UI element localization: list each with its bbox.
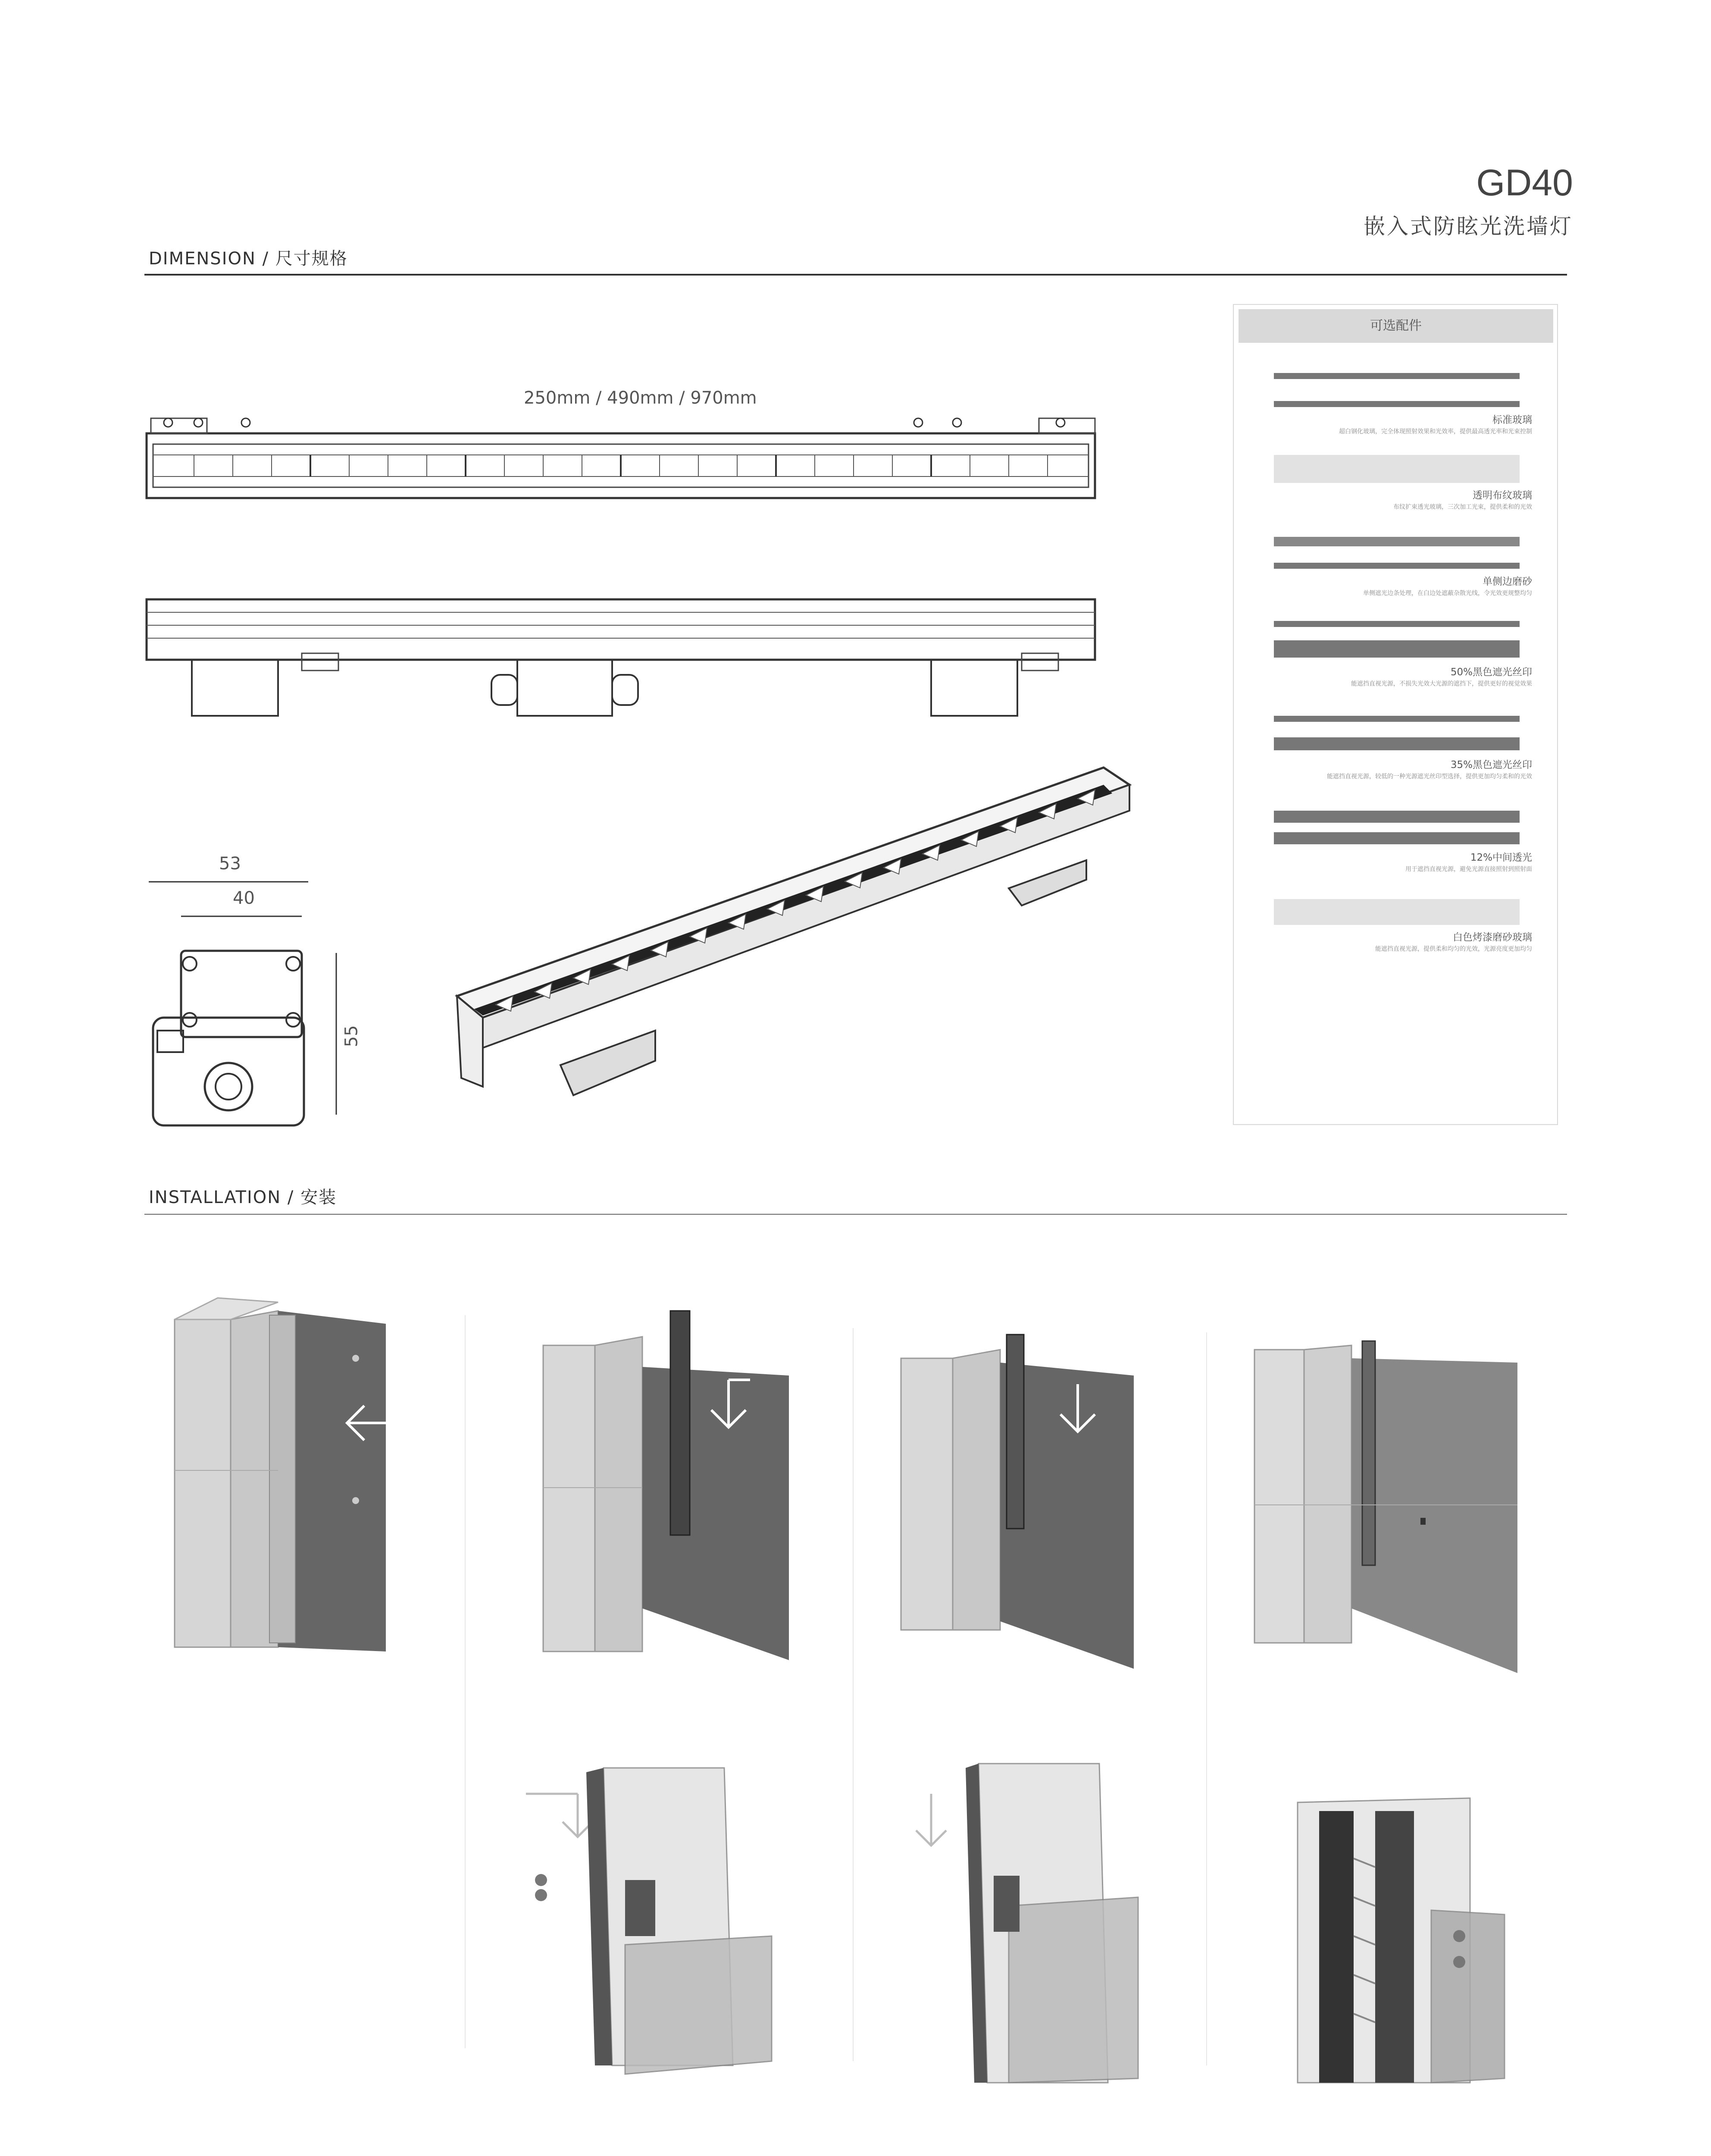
top-view-drawing: [142, 412, 1108, 522]
sample-standard-glass-top: [1274, 373, 1520, 379]
length-label: 250mm / 490mm / 970mm: [524, 388, 757, 408]
step4-detail-illustration: [1289, 1785, 1565, 2087]
accessory-name: 白色烤漆磨砂玻璃: [1453, 932, 1532, 943]
step3-detail-illustration: [914, 1729, 1173, 2087]
height-label: 55: [341, 1025, 362, 1047]
accessory-desc: 能遮挡直视光源，提供柔和均匀的光效，光源亮度更加均匀: [1375, 946, 1532, 953]
step-divider: [465, 1315, 466, 2048]
sample-standard-glass-bottom: [1274, 401, 1520, 407]
accessory-name: 透明布纹玻璃: [1473, 490, 1532, 501]
sample-12-center-bottom: [1274, 832, 1520, 844]
sample-35-print-bottom: [1274, 737, 1520, 750]
step-divider: [1206, 1332, 1207, 2065]
step1-illustration: [166, 1285, 407, 1664]
accessory-desc: 布纹扩束透光玻璃，三次加工光束，提供柔和的光效: [1393, 504, 1532, 511]
isometric-luminaire-drawing: [448, 750, 1155, 1138]
accessory-name: 单侧边磨砂: [1483, 576, 1532, 587]
width-outer-label: 53: [219, 854, 241, 874]
accessory-name: 12%中间透光: [1470, 852, 1532, 863]
accessory-name: 35%黑色遮光丝印: [1450, 759, 1532, 771]
step4-illustration: [1252, 1332, 1528, 1677]
accessory-desc: 用于遮挡直视光源，避免光源直接照射到照射面: [1405, 866, 1532, 873]
dimension-section-title: DIMENSION / 尺寸规格: [149, 249, 348, 269]
sample-50-print-top: [1274, 621, 1520, 627]
sample-single-frosted-top: [1274, 537, 1520, 546]
step-divider: [853, 1328, 854, 2061]
accessory-desc: 能遮挡直视光源，较低的一种光源遮光丝印型选择，提供更加均匀柔和的光效: [1327, 773, 1532, 780]
accessory-desc: 单侧遮光边条处理，在白边处遮蔽杂散光线，令光效更规整均匀: [1363, 590, 1532, 597]
accessory-desc: 超白钢化玻璃，完全体现照射效果和光效率，提供最高透光率和光束控制: [1339, 428, 1532, 435]
installation-rule: [144, 1214, 1567, 1215]
cross-section-drawing: [147, 875, 345, 1134]
step2-detail-illustration: [517, 1764, 780, 2078]
sample-patterned-glass: [1274, 455, 1520, 483]
sample-12-center-top: [1274, 811, 1520, 823]
step2-illustration: [539, 1307, 798, 1669]
side-view-drawing: [142, 595, 1108, 724]
accessory-name: 50%黑色遮光丝印: [1450, 667, 1532, 678]
installation-section-title: INSTALLATION / 安装: [149, 1188, 337, 1207]
accessories-header: 可选配件: [1239, 309, 1553, 343]
sample-35-print-top: [1274, 716, 1520, 722]
step3-illustration: [892, 1332, 1151, 1677]
model-name: GD40: [1476, 162, 1573, 204]
sample-single-frosted-bottom: [1274, 563, 1520, 569]
sample-50-print-bottom: [1274, 640, 1520, 658]
dimension-rule: [144, 274, 1567, 276]
sample-white-frosted: [1274, 899, 1520, 925]
accessory-name: 标准玻璃: [1492, 414, 1532, 426]
product-subtitle: 嵌入式防眩光洗墙灯: [1364, 214, 1573, 239]
width-inner-label: 40: [233, 888, 255, 908]
accessory-desc: 能遮挡直视光源，不损失光效大光源的遮挡下，提供更好的视觉效果: [1351, 680, 1532, 687]
